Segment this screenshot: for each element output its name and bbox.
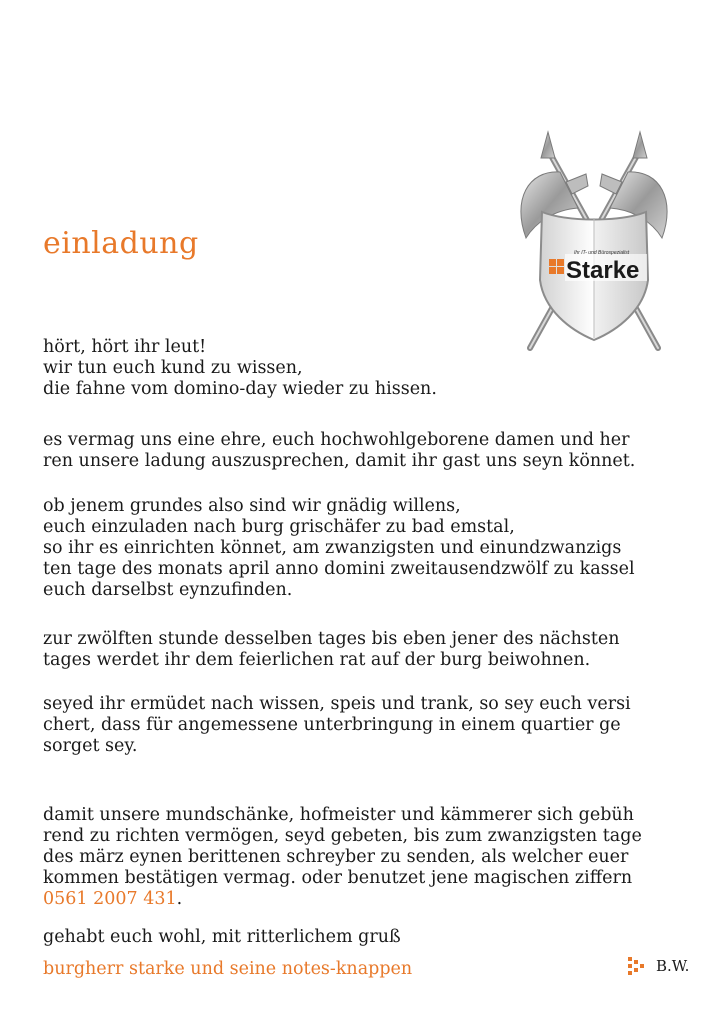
crest-logo: [508, 130, 680, 360]
phone-suffix: .: [176, 889, 183, 909]
page-title: einladung: [43, 226, 199, 261]
phone-number: 0561 2007 431: [43, 889, 177, 909]
closing-line: gehabt euch wohl, mit ritterlichem gruß: [43, 927, 401, 947]
paragraph-6: damit unsere mundschänke, hofmeister und kämmerer sich gebüh rend zu richten vermögen, seyd gebeten, bis zum zwanzigsten tage des märz eynen berittenen schreyber zu senden, als welcher euer kommen bestätigen vermag. oder benutzet jene magischen ziffern: [43, 805, 642, 888]
crest-tagline: Ihr IT- und Bürospezialist: [574, 250, 630, 256]
initials-block: [626, 955, 689, 977]
paragraph-4: zur zwölften stunde desselben tages bis eben jener des nächsten tages werdet ihr dem feierlichen rat auf der burg beiwohnen.: [43, 629, 620, 670]
author-initials: B.W.: [656, 957, 690, 975]
shield-icon: [540, 212, 648, 340]
paragraph-6-block: [43, 784, 693, 910]
arrow-dots-icon: [626, 955, 648, 977]
crest-brand-text: Starke: [566, 257, 640, 284]
paragraph-5: seyed ihr ermüdet nach wissen, speis und trank, so sey euch versi chert, dass für angemessene unterbringung in einem quartier ge sorget sey.: [43, 694, 631, 756]
signature-line: burgherr starke und seine notes-knappen: [43, 959, 413, 979]
paragraph-2: es vermag uns eine ehre, euch hochwohlgeborene damen und her ren unsere ladung auszusprechen, damit ihr gast uns seyn könnet.: [43, 430, 636, 471]
paragraph-1: hört, hört ihr leut! wir tun euch kund zu wissen, die fahne vom domino-day wieder zu hissen.: [43, 337, 437, 399]
paragraph-3: ob jenem grundes also sind wir gnädig willens, euch einzuladen nach burg grischäfer zu bad emstal, so ihr es einrichten könnet, am zwanzigsten und einundzwanzigs ten tage des monats april anno domini zweitausendzwölf zu kassel euch darselbst eynzufinden.: [43, 496, 635, 600]
